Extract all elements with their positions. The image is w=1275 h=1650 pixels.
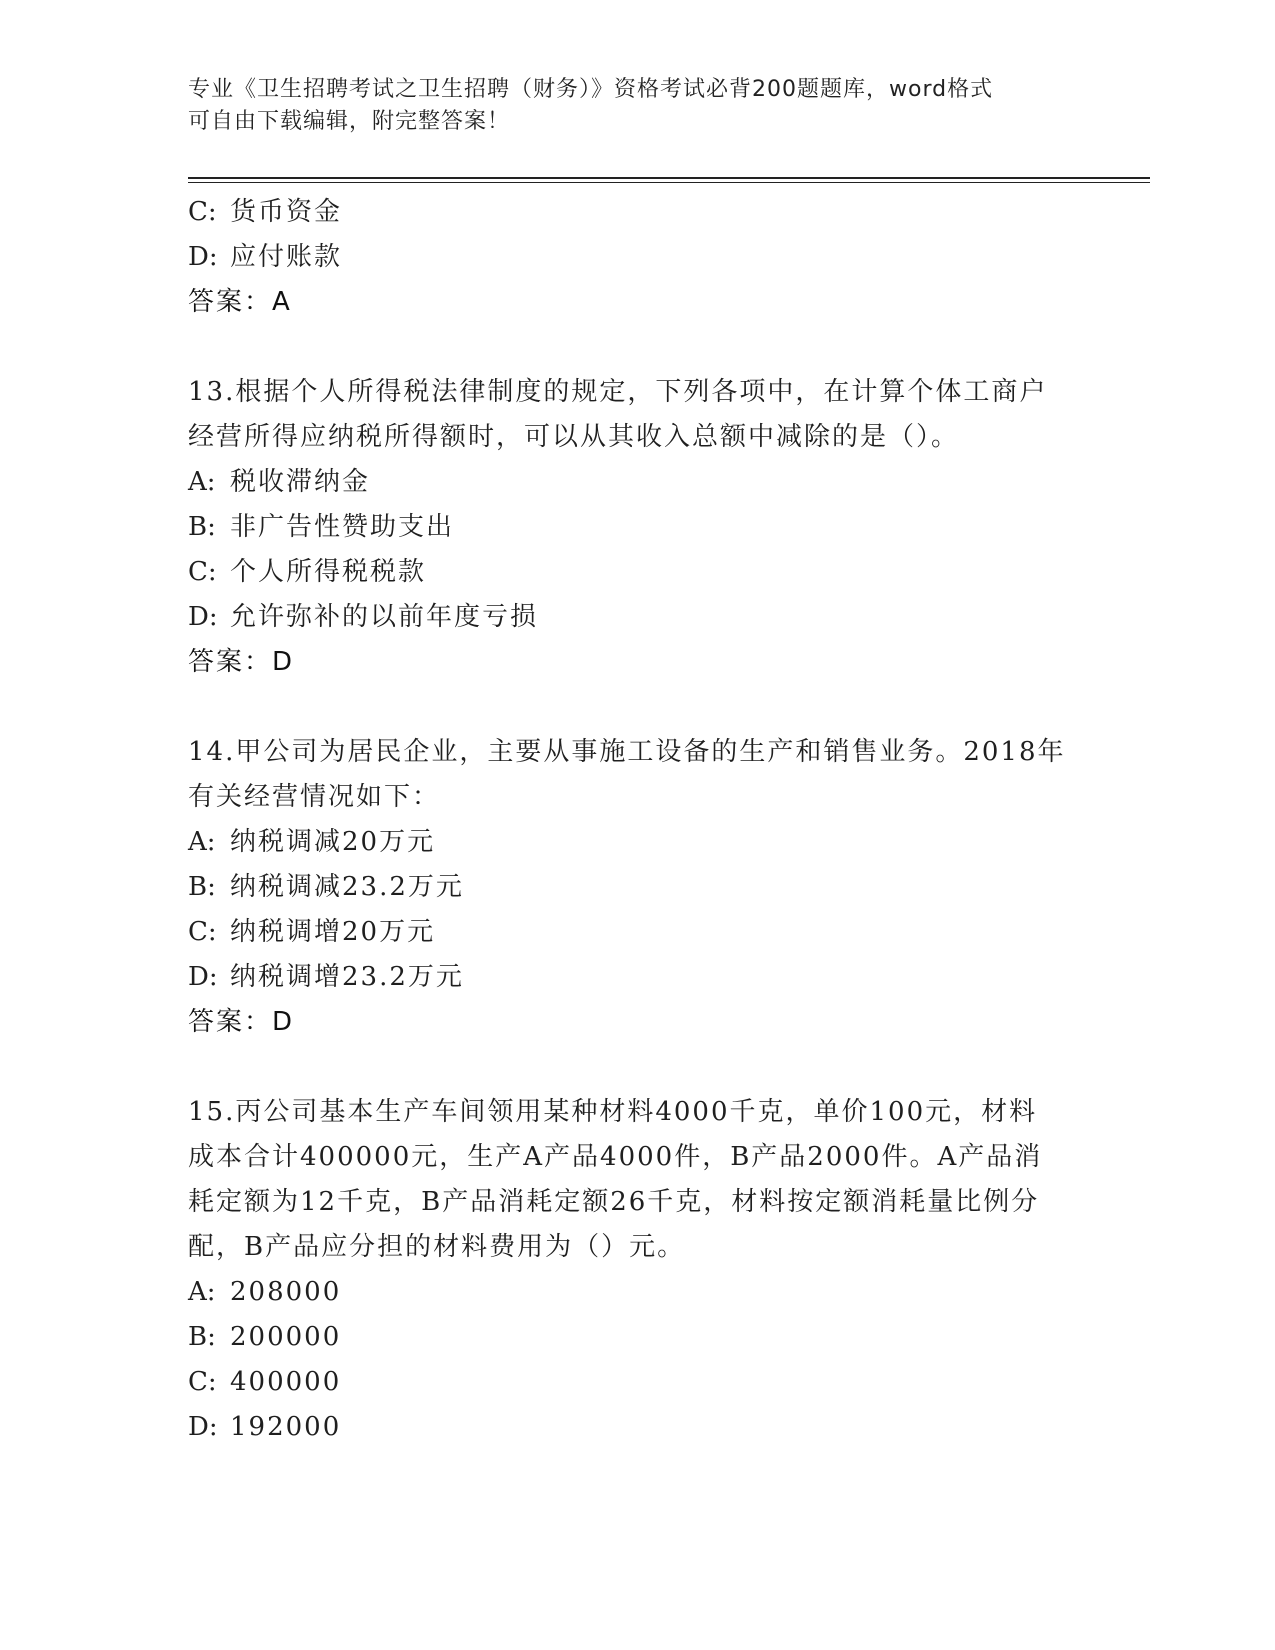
option-d: D: 应付账款 [188,242,343,272]
question-14 [188,730,1088,1045]
option-c: C: 400000 [188,1367,342,1397]
question-stem-line: 13.根据个人所得税法律制度的规定，下列各项中，在计算个体工商户 [188,377,1048,407]
option-d: D: 允许弥补的以前年度亏损 [188,602,539,632]
header-divider-thick [188,177,1150,179]
header-divider-thin [188,182,1150,183]
question-15 [188,1090,1088,1450]
option-c: C: 纳税调增20万元 [188,917,436,947]
option-a: A: 税收滞纳金 [188,467,371,497]
question-stem-line: 成本合计400000元，生产A产品4000件，B产品2000件。A产品消 [188,1142,1043,1172]
option-a: A: 208000 [188,1277,342,1307]
option-a: A: 纳税调减20万元 [188,827,436,857]
question-13 [188,370,1088,685]
option-b: B: 纳税调减23.2万元 [188,872,464,902]
question-stem-line: 经营所得应纳税所得额时，可以从其收入总额中减除的是（）。 [188,422,960,452]
spacer [188,325,1088,370]
spacer [188,1045,1088,1090]
header-title-line-2: 可自由下载编辑，附完整答案！ [188,109,511,134]
option-b: B: 非广告性赞助支出 [188,512,455,542]
header-title-line-1: 专业《卫生招聘考试之卫生招聘（财务）》资格考试必背200题题库，word格式 [188,77,994,102]
option-c: C: 货币资金 [188,197,343,227]
question-stem-line: 配，B产品应分担的材料费用为（）元。 [188,1232,686,1262]
option-c: C: 个人所得税税款 [188,557,427,587]
option-d: D: 192000 [188,1412,342,1442]
option-b: B: 200000 [188,1322,342,1352]
question-12-tail [188,190,1088,325]
spacer [188,685,1088,730]
answer-line: 答案：D [188,647,295,677]
question-stem-line: 15.丙公司基本生产车间领用某种材料4000千克，单价100元，材料 [188,1097,1038,1127]
page-header [188,74,1068,138]
question-content [188,190,1088,1450]
question-stem-line: 14.甲公司为居民企业，主要从事施工设备的生产和销售业务。2018年 [188,737,1066,767]
question-stem-line: 耗定额为12千克，B产品消耗定额26千克，材料按定额消耗量比例分 [188,1187,1040,1217]
answer-line: 答案：D [188,1007,295,1037]
option-d: D: 纳税调增23.2万元 [188,962,464,992]
question-stem-line: 有关经营情况如下： [188,782,441,812]
answer-line: 答案：A [188,287,292,317]
